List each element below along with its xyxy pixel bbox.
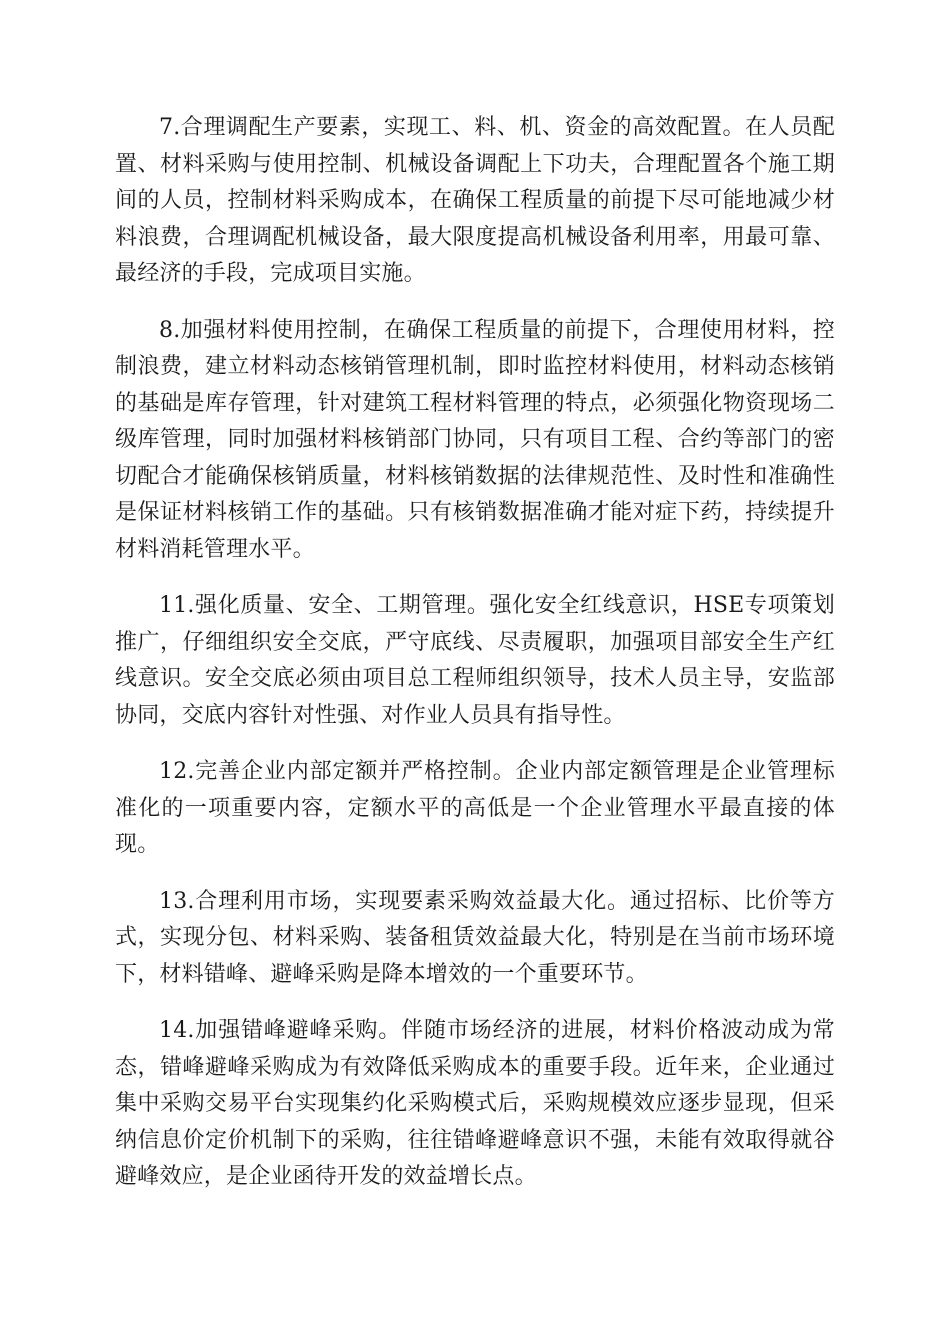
paragraph-14: 14.加强错峰避峰采购。伴随市场经济的进展，材料价格波动成为常态，错峰避峰采购成为有效降低采购成本的重要手段。近年来，企业通过集中采购交易平台实现集约化采购模式后，采购规模效应逐步显现，但采纳信息价定价机制下的采购，往往错峰避峰意识不强，未能有效取得就谷避峰效应，是企业函待开发的效益增长点。 (115, 1018, 835, 1189)
paragraph-13: 13.合理利用市场，实现要素采购效益最大化。通过招标、比价等方式，实现分包、材料采购、装备租赁效益最大化，特别是在当前市场环境下，材料错峰、避峰采购是降本增效的一个重要环节。 (115, 888, 835, 987)
paragraph-7: 7.合理调配生产要素，实现工、料、机、资金的高效配置。在人员配置、材料采购与使用控制、机械设备调配上下功夫，合理配置各个施工期间的人员，控制材料采购成本，在确保工程质量的前提下尽可能地减少材料浪费，合理调配机械设备，最大限度提高机械设备利用率，用最可靠、最经济的手段，完成项目实施。 (115, 115, 835, 286)
paragraph-11: 11.强化质量、安全、工期管理。强化安全红线意识，HSE专项策划推广，仔细组织安全交底，严守底线、尽责履职，加强项目部安全生产红线意识。安全交底必须由项目总工程师组织领导，技术人员主导，安监部协同，交底内容针对性强、对作业人员具有指导性。 (115, 593, 835, 728)
paragraph-12: 12.完善企业内部定额并严格控制。企业内部定额管理是企业管理标准化的一项重要内容，定额水平的高低是一个企业管理水平最直接的体现。 (115, 759, 835, 857)
paragraph-8: 8.加强材料使用控制，在确保工程质量的前提下，合理使用材料，控制浪费，建立材料动态核销管理机制，即时监控材料使用，材料动态核销的基础是库存管理，针对建筑工程材料管理的特点，必须强化物资现场二级库管理，同时加强材料核销部门协同，只有项目工程、合约等部门的密切配合才能确保核销质量，材料核销数据的法律规范性、及时性和准确性是保证材料核销工作的基础。只有核销数据准确才能对症下药，持续提升材料消耗管理水平。 (115, 317, 835, 562)
document-body (115, 110, 835, 1216)
